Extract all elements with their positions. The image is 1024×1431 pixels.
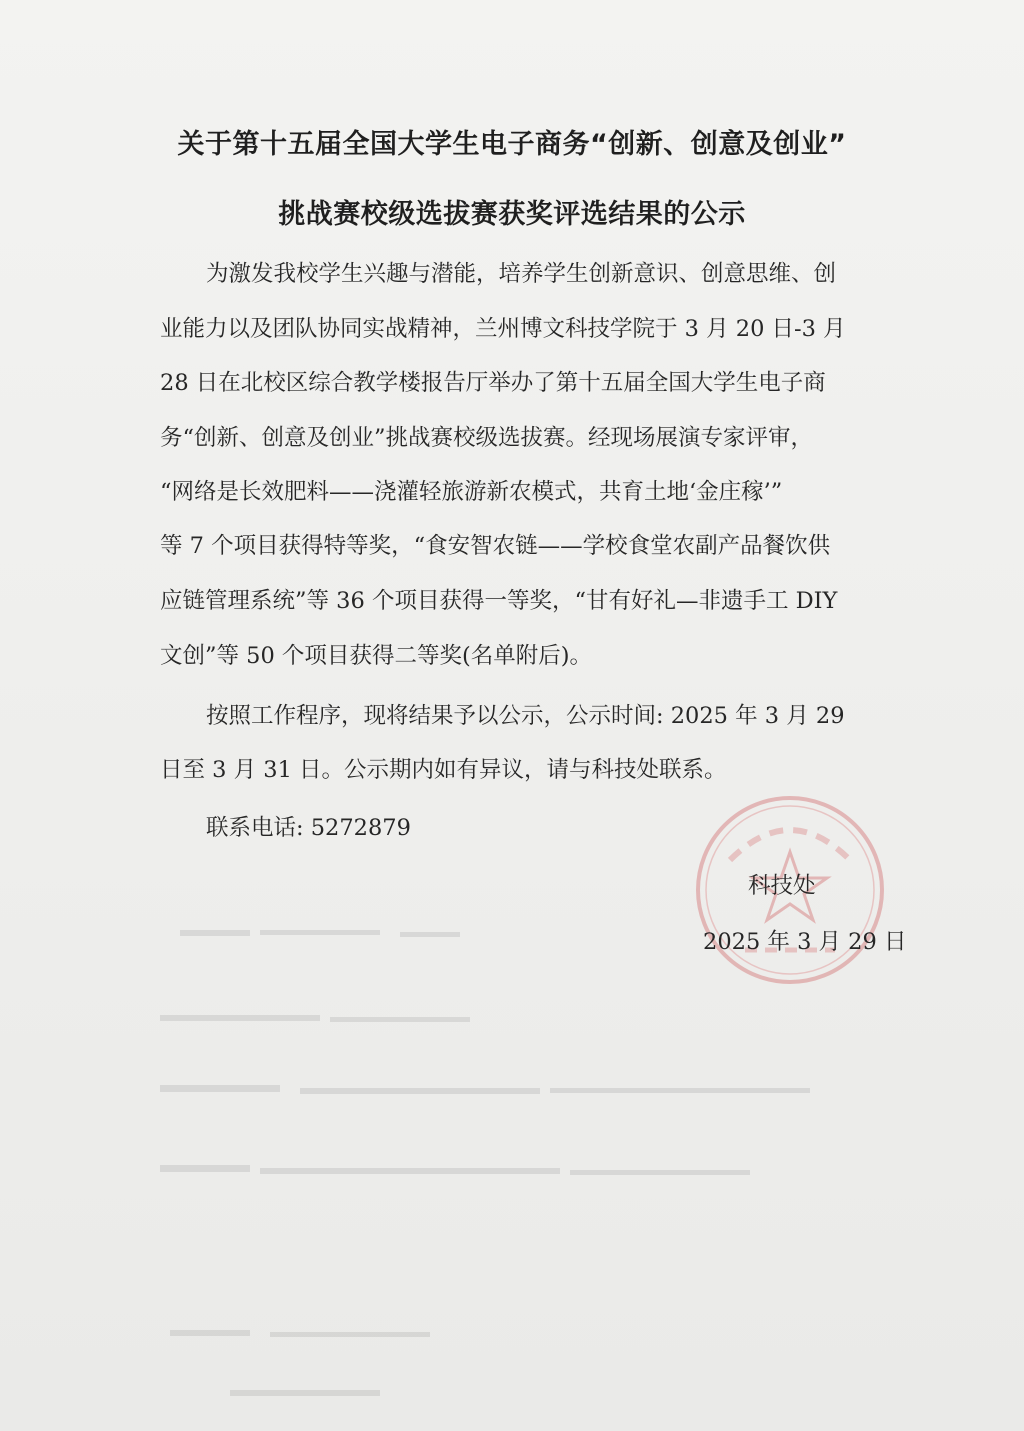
document-title-line1: 关于第十五届全国大学生电子商务“创新、创意及创业” [177,129,847,160]
paragraph-line: 业能力以及团队协同实战精神，兰州博文科技学院于 3 月 20 日-3 月 [160,316,846,342]
paragraph-line: 28 日在北校区综合教学楼报告厅举办了第十五届全国大学生电子商 [160,370,826,396]
bleed-through-texture [150,920,870,1410]
paragraph-line: “网络是长效肥料——浇灌轻旅游新农模式，共育土地‘金庄稼’” [160,479,783,505]
paragraph-line: 日至 3 月 31 日。公示期内如有异议，请与科技处联系。 [160,757,727,783]
paragraph-line: 按照工作程序，现将结果予以公示，公示时间: 2025 年 3 月 29 [206,703,845,729]
paragraph-line: 为激发我校学生兴趣与潜能，培养学生创新意识、创意思维、创 [206,261,837,287]
paragraph-line: 文创”等 50 个项目获得二等奖(名单附后)。 [160,643,592,669]
signature-office: 科技处 [748,873,816,899]
paragraph-line: 应链管理系统”等 36 个项目获得一等奖，“甘有好礼—非遗手工 DIY [160,588,838,614]
document-title-line2: 挑战赛校级选拔赛获奖评选结果的公示 [278,199,746,230]
contact-phone: 联系电话: 5272879 [206,815,411,841]
signature-date: 2025 年 3 月 29 日 [703,929,907,955]
paragraph-line: 务“创新、创意及创业”挑战赛校级选拔赛。经现场展演专家评审， [160,425,814,451]
paragraph-line: 等 7 个项目获得特等奖，“食安智农链——学校食堂农副产品餐饮供 [160,533,831,559]
